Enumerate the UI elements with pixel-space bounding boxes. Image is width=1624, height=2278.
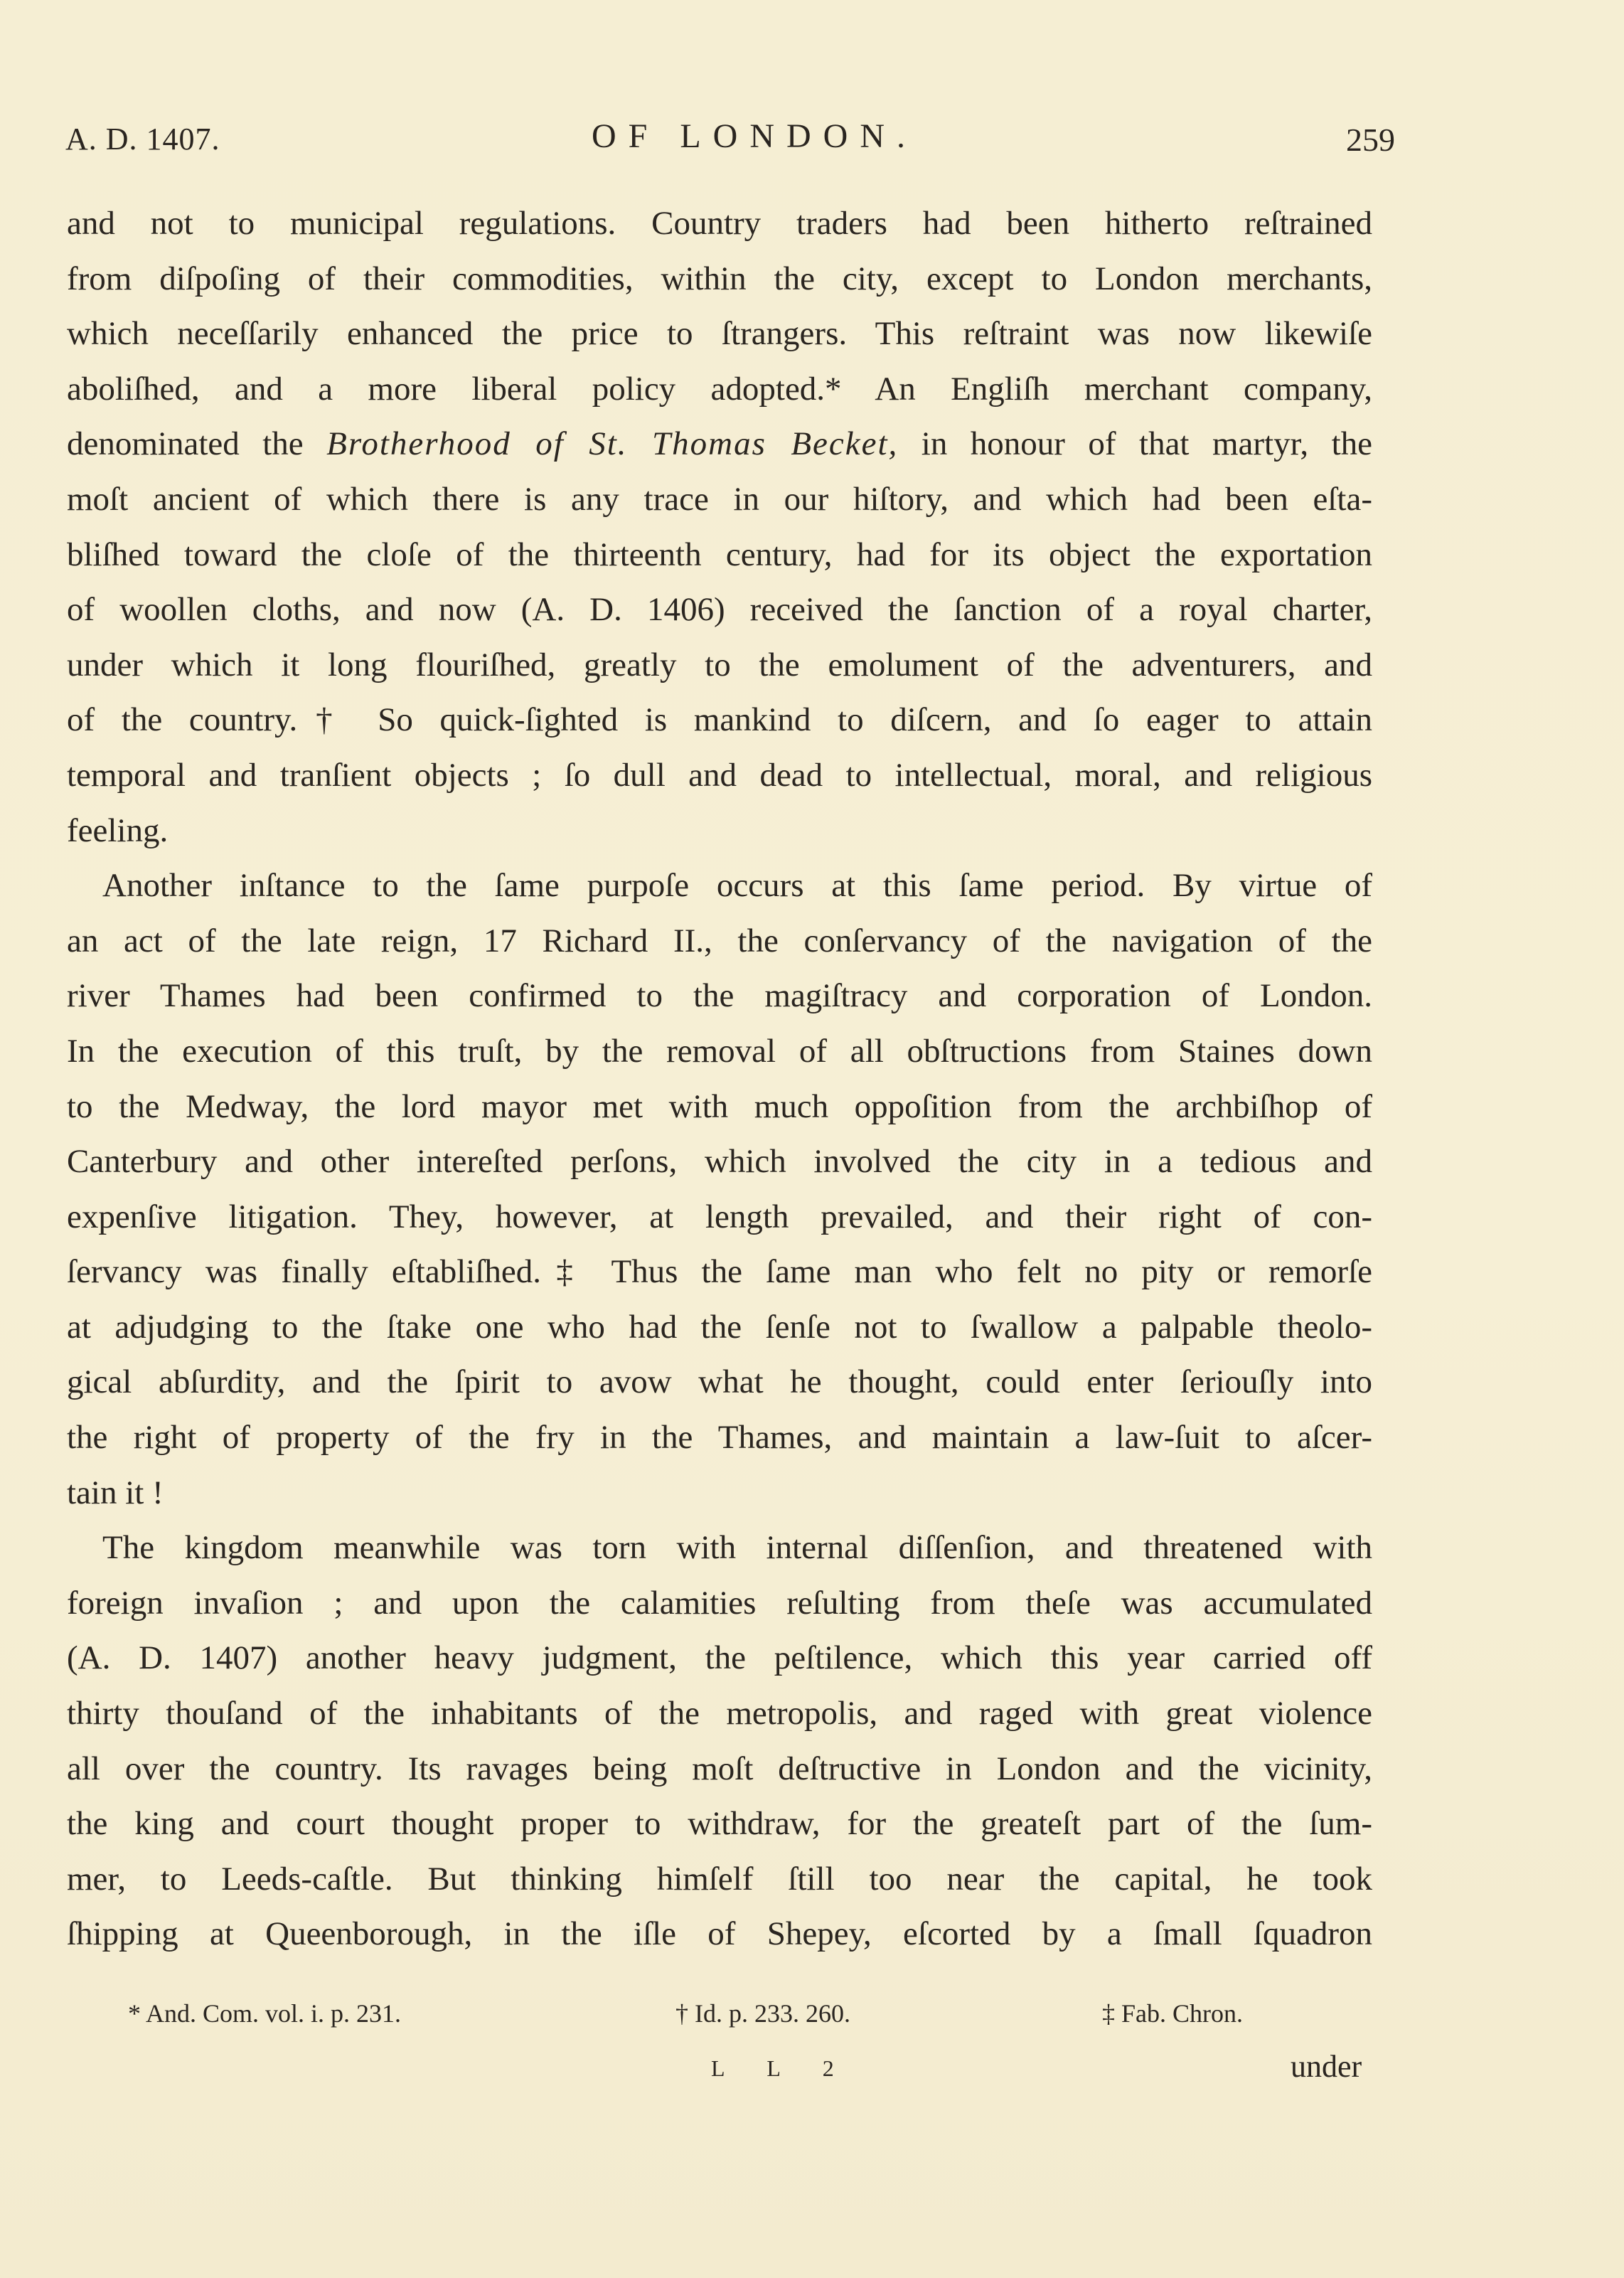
text-line: gical abſurdity, and the ſpirit to avow what he thought, could enter ſeriouſly into [67, 1363, 1372, 1401]
text-line: of woollen cloths, and now (A. D. 1406) received the ſanction of a royal charter, [67, 591, 1372, 629]
text-segment: in honour of that martyr, the [898, 425, 1372, 463]
catchword: under [1291, 2049, 1362, 2084]
italic-company-name: Brotherhood of St. Thomas Becket, [326, 425, 899, 463]
text-line: expenſive litigation. They, however, at length prevailed, and their right of con- [67, 1198, 1372, 1235]
body-text [67, 196, 1372, 1962]
text-line: (A. D. 1407) another heavy judgment, the peſtilence, which this year carried off [67, 1639, 1372, 1677]
text-line: foreign invaſion ; and upon the calamities reſulting from theſe was accumulated [67, 1584, 1372, 1622]
text-line: river Thames had been confirmed to the magiſtracy and corporation of London. [67, 977, 1372, 1015]
text-segment: denominated the [67, 425, 327, 463]
text-line: ſervancy was finally eſtabliſhed.‡ Thus the ſame man who felt no pity or remorſe [67, 1253, 1372, 1291]
text-line: temporal and tranſient objects ; ſo dull and dead to intellectual, moral, and religious [67, 756, 1372, 794]
text-line: the king and court thought proper to withdraw, for the greateſt part of the ſum- [67, 1805, 1372, 1843]
text-line: an act of the late reign, 17 Richard II., the conſervancy of the navigation of the [67, 922, 1372, 959]
text-line: all over the country. Its ravages being moſt deſtructive in London and the vicinity, [67, 1750, 1372, 1787]
text-line: mer, to Leeds-caſtle. But thinking himſelf ſtill too near the capital, he took [67, 1860, 1372, 1898]
text-line: aboliſhed, and a more liberal policy adopted.* An Engliſh merchant company, [67, 370, 1372, 408]
text-line: Canterbury and other intereſted perſons, which involved the city in a tedious and [67, 1143, 1372, 1181]
text-line: to the Medway, the lord mayor met with much oppoſition from the archbiſhop of [67, 1087, 1372, 1125]
header-title: OF LONDON. [592, 117, 917, 155]
text-line: tain it ! [67, 1474, 164, 1511]
text-line: moſt ancient of which there is any trace in our hiſtory, and which had been eſta- [67, 480, 1372, 518]
text-line: ſhipping at Queenborough, in the iſle of Shepey, eſcorted by a ſmall ſquadron [67, 1915, 1372, 1953]
text-line: which neceſſarily enhanced the price to ſtrangers. This reſtraint was now likewiſe [67, 315, 1372, 353]
signature-mark: L L 2 [711, 2055, 853, 2081]
text-line: from diſpoſing of their commodities, within the city, except to London merchants, [67, 260, 1372, 297]
text-line: the right of property of the fry in the Thames, and maintain a law-ſuit to aſcer- [67, 1419, 1372, 1457]
text-line: In the execution of this truſt, by the removal of all obſtructions from Staines down [67, 1032, 1372, 1070]
text-line: Another inſtance to the ſame purpoſe occurs at this ſame period. By virtue of [102, 867, 1372, 905]
footnote-1: * And. Com. vol. i. p. 231. [128, 1999, 402, 2028]
text-line: at adjudging to the ſtake one who had the ſenſe not to ſwallow a palpable theolo- [67, 1308, 1372, 1346]
text-line-with-italic [67, 417, 1372, 472]
footnote-2: † Id. p. 233. 260. [675, 1999, 850, 2028]
text-line: bliſhed toward the cloſe of the thirteenth century, had for its object the exportation [67, 536, 1372, 573]
text-line: and not to municipal regulations. Country traders had been hitherto reſtrained [67, 205, 1372, 242]
text-line: feeling. [67, 811, 169, 849]
text-line: thirty thouſand of the inhabitants of the metropolis, and raged with great violence [67, 1695, 1372, 1733]
footnotes [128, 1998, 1301, 2034]
text-line: under which it long flouriſhed, greatly to the emolument of the adventurers, and [67, 646, 1372, 683]
page-number: 259 [1346, 122, 1395, 158]
text-line: The kingdom meanwhile was torn with internal diſſenſion, and threatened with [102, 1529, 1372, 1567]
running-header [65, 117, 1395, 171]
header-date: A. D. 1407. [65, 122, 220, 156]
text-line: of the country.† So quick-ſighted is mankind to diſcern, and ſo eager to attain [67, 701, 1372, 739]
footnote-3: ‡ Fab. Chron. [1102, 1999, 1243, 2028]
